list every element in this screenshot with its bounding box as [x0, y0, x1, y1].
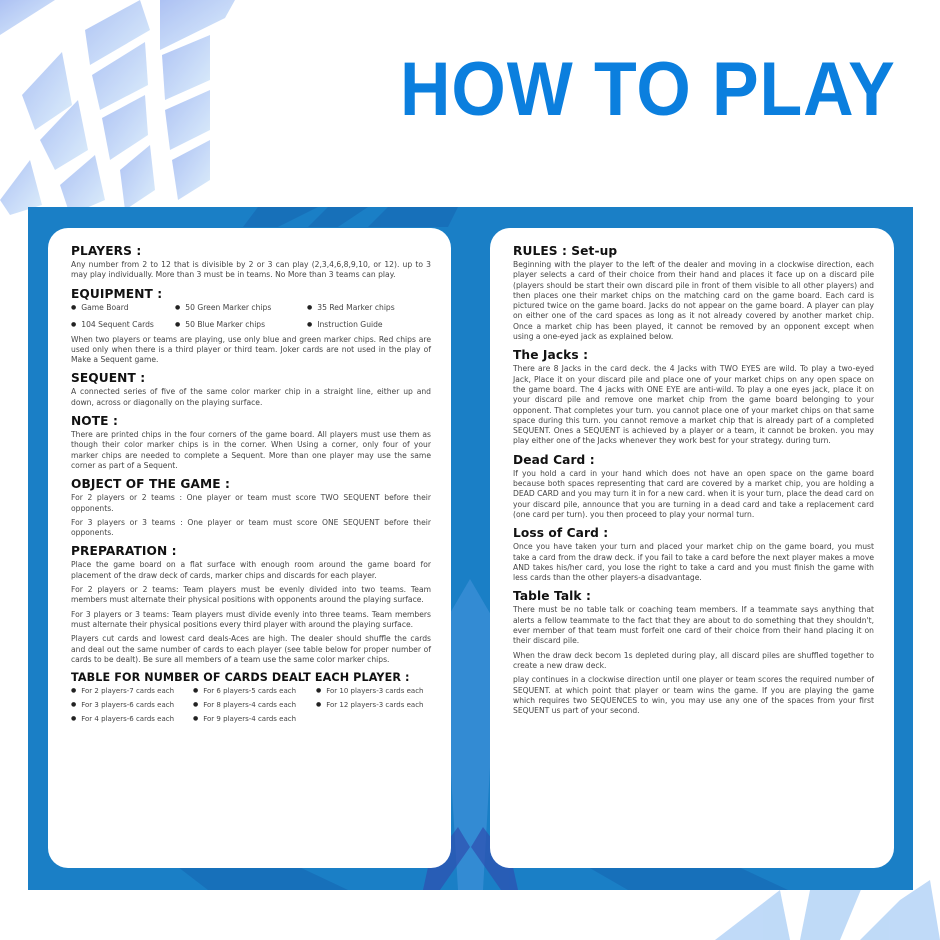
table-talk-text: There must be no table talk or coaching team members. If a teammate says anything that alerts a fellow teammate to the fact that they are about to do something that they shouldn't, ever member of that team must forfeit one card of their choice from their hand placing it on their discard pile. [513, 605, 874, 646]
equipment-item: ● Game Board [71, 303, 175, 314]
left-rules-card [48, 228, 451, 868]
preparation-text: For 3 players or 3 teams: Team players must divide evenly into three teams. Team members must alternate their physical positions every third player with around the playing surface. [71, 609, 431, 629]
section-sequent [71, 371, 431, 408]
section-note [71, 414, 431, 471]
equipment-item: ● 50 Green Marker chips [175, 303, 307, 314]
jacks-heading: The Jacks : [513, 348, 589, 363]
section-jacks [513, 348, 874, 446]
equipment-item: ● Instruction Guide [307, 320, 431, 331]
section-table-talk [513, 589, 874, 716]
object-text: For 2 players or 2 teams : One player or team must score TWO SEQUENT before their opponents. [71, 493, 431, 513]
sequent-text: A connected series of five of the same color marker chip in a straight line, either up and down, across or diagonally on the playing surface. [71, 387, 431, 407]
note-heading: NOTE : [71, 414, 118, 429]
section-loss-of-card [513, 526, 874, 583]
players-heading: PLAYERS : [71, 244, 142, 258]
cards-dealt-item: ● For 6 players-5 cards each [193, 686, 316, 697]
cards-dealt-item: ● For 3 players-6 cards each [71, 700, 193, 711]
section-equipment [71, 287, 431, 366]
equipment-item: ● 50 Blue Marker chips [175, 320, 307, 331]
table-talk-text: play continues in a clockwise direction until one player or team scores the required number of SEQUENT. at which point that player or team wins the game. If you are playing the game which requires two SEQUENCES to win, you may use any one of the spaces from your first SEQUENT us part of your second. [513, 675, 874, 716]
preparation-text: Place the game board on a flat surface with enough room around the game board for placement of the draw deck of cards, marker chips and discards for each player. [71, 560, 431, 580]
section-object [71, 477, 431, 538]
table-talk-text: When the draw deck becom 1s depleted during play, all discard piles are shuffled together to create a new draw deck. [513, 650, 874, 670]
preparation-heading: PREPARATION : [71, 544, 177, 559]
cards-dealt-item: ● For 2 players-7 cards each [71, 686, 193, 697]
section-dead-card [513, 453, 874, 520]
object-heading: OBJECT OF THE GAME : [71, 477, 231, 492]
decorative-diamond-pattern-top-left [0, 0, 240, 215]
equipment-item: ● 104 Sequent Cards [71, 320, 175, 331]
section-cards-dealt-table [71, 671, 431, 725]
preparation-text: For 2 players or 2 teams: Team players must be evenly divided into two teams. Team members must alternate their physical positions with opponents around the playing surface. [71, 585, 431, 605]
equipment-item: ● 35 Red Marker chips [307, 303, 431, 314]
rules-panel [28, 207, 913, 890]
page-title: HOW TO PLAY [400, 47, 896, 132]
loss-of-card-heading: Loss of Card : [513, 526, 609, 541]
preparation-text: Players cut cards and lowest card deals-Aces are high. The dealer should shuffle the cards and deal out the same number of cards to each player (see table below for proper number of cards to be dealt). Be sure all members of a team use the same color marker chips. [71, 634, 431, 664]
loss-of-card-text: Once you have taken your turn and placed your market chip on the game board, you must take a card from the draw deck. if you fail to take a card before the next player makes a move AND takes his/her card, you lose the right to take a card and you must finish the game with less cards than the other players-a disadvantage. [513, 542, 874, 583]
section-preparation [71, 544, 431, 665]
dead-card-text: If you hold a card in your hand which does not have an open space on the game board because both spaces representing that card are covered by a market chip, you are holding a DEAD CARD and you may turn it in for a new card. when it is your turn, place the dead card on your discard pile, announce that you are turning in a dead card and take a replacement card (one card per turn). you then proceed to play your normal turn. [513, 468, 874, 519]
setup-text: Beginning with the player to the left of the dealer and moving in a clockwise direction, each player selects a card of their choice from their hand and places it face up on a discard pile (players should be start their own discard pile in front of them visible to all other players) and then places one their market chips on the matching card on the game board. Each card is pictured twice on the game board. Jacks do not appear on the game board. A player can play on either one of the card spaces as long as it not already covered by another market chip. Once a market chip has been played, it cannot be removed by an opponent except when using a one-eyed jack as explained below. [513, 260, 874, 342]
cards-dealt-item: ● For 12 players-3 cards each [316, 700, 431, 711]
equipment-heading: EQUIPMENT : [71, 286, 163, 301]
players-text: Any number from 2 to 12 that is divisible by 2 or 3 can play (2,3,4,6,8,9,10, or 12). up to 3 may play individually. More than 3 must be in teams. No More than 3 teams can play. [71, 260, 431, 280]
section-setup [513, 244, 874, 342]
cards-dealt-item: ● For 4 players-6 cards each [71, 714, 193, 725]
cards-dealt-list [71, 686, 431, 725]
jacks-text: There are 8 Jacks in the card deck. the 4 Jacks with TWO EYES are wild. To play a two-eyed Jack, Place it on your discard pile and place one of your market chips on any open space on the game board. The 4 jacks with ONE EYE are anti-wild. To play a one eyes jack, place it on your discard pile and remove one market chip from the game board belonging to your opponent. That completes your turn. you cannot place one of your market chips on that same space during this turn. you cannot remove a market chip that is already part of a completed SEQUENT. Ones a SEQUENT is achieved by a player or a team, it cannot be broken. you may play either one of the Jacks whenever they work best for your strategy. during turn. [513, 364, 874, 446]
cards-dealt-item: ● For 9 players-4 cards each [193, 714, 316, 725]
cards-dealt-item: ● For 8 players-4 cards each [193, 700, 316, 711]
right-rules-card [490, 228, 894, 868]
cards-dealt-item: ● For 10 players-3 cards each [316, 686, 431, 697]
equipment-text: When two players or teams are playing, use only blue and green marker chips. Red chips are used only when there is a third player or third team. Joker cards are not used in the play of Make a Sequent game. [71, 334, 431, 365]
section-players [71, 244, 431, 281]
dead-card-heading: Dead Card : [513, 452, 595, 467]
equipment-list [71, 303, 431, 331]
cards-dealt-heading: TABLE FOR NUMBER OF CARDS DEALT EACH PLAYER : [71, 671, 410, 685]
note-text: There are printed chips in the four corners of the game board. All players must use them as though their color marker chips is in the corner. When Using a corner, only four of your marker chips are needed to complete a Sequent. More than one player may use the same corner as part of a Sequent. [71, 430, 431, 470]
table-talk-heading: Table Talk : [513, 589, 591, 604]
object-text: For 3 players or 3 teams : One player or team must score ONE SEQUENT before their opponents. [71, 517, 431, 538]
setup-heading: RULES : Set-up [513, 244, 618, 258]
sequent-heading: SEQUENT : [71, 371, 146, 386]
